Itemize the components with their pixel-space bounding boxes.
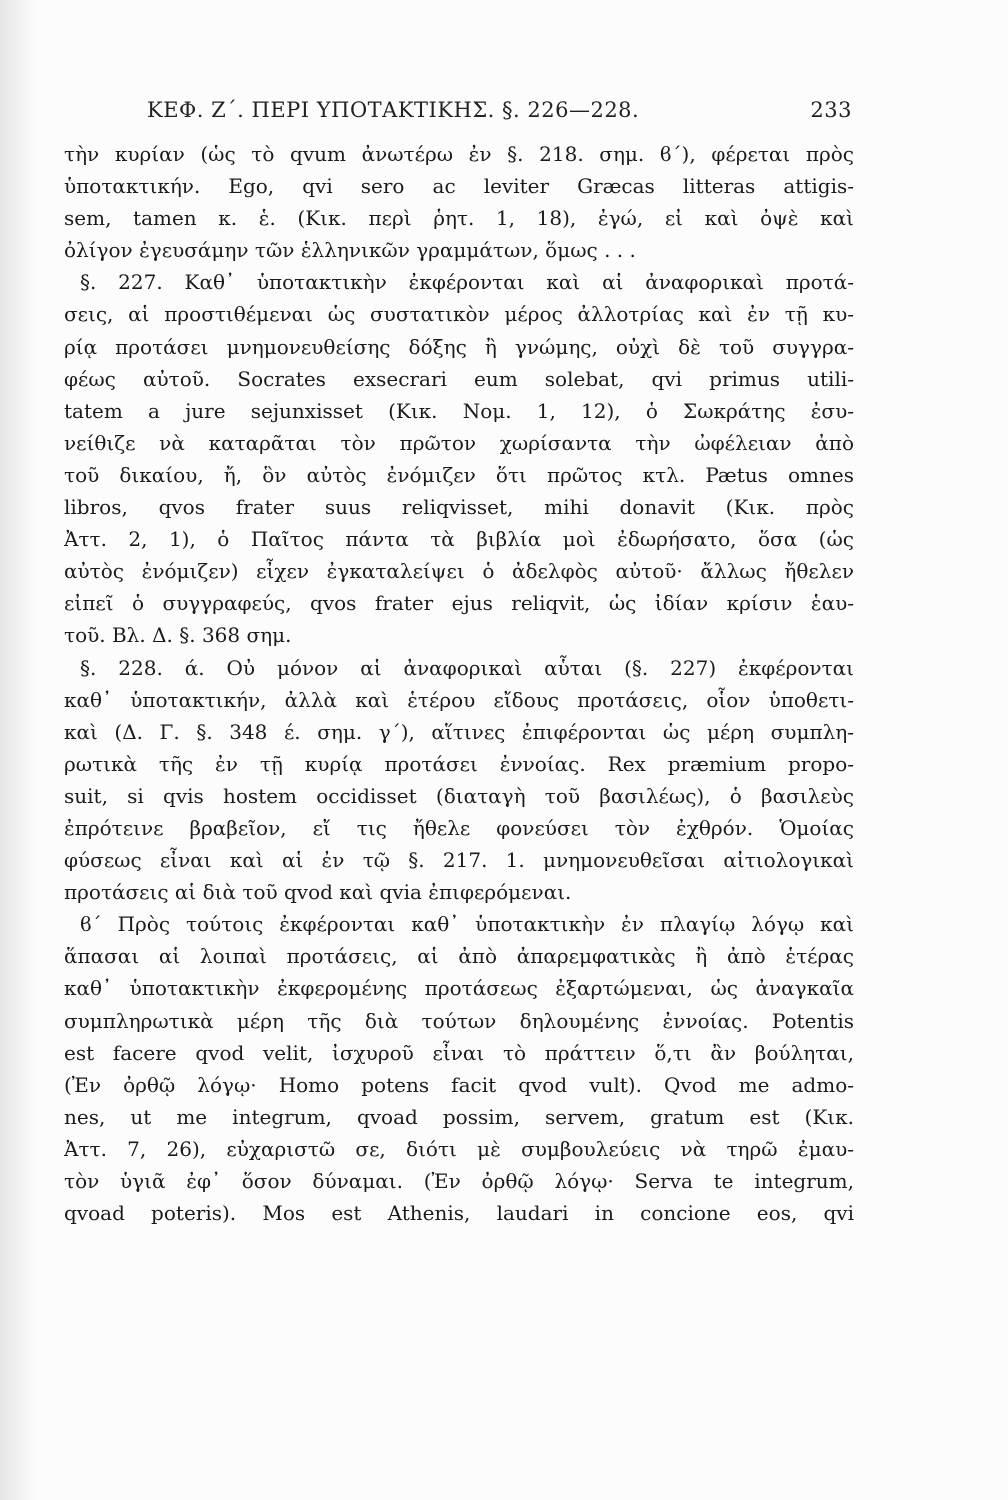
text-line: ὀλίγον ἐγευσάμην τῶν ἑλληνικῶν γραμμάτων, ὅμως . . . [64, 238, 636, 263]
paragraph-start-line: ϐ΄ Πρὸς τούτοις ἐκφέρονται καθ᾽ ὑποτακτικὴν ἐν πλαγίῳ λόγῳ καὶ [80, 912, 854, 937]
text-line: suit, si qvis hostem occidisset (διαταγὴ τοῦ βασιλέως), ὁ βασιλεὺς [64, 783, 854, 808]
text-line: qvoad poteris). Mos est Athenis, laudari in concione eos, qvi [64, 1201, 854, 1226]
text-line: τὸν ὑγιᾶ ἐφ᾽ ὅσον δύναμαι. (Ἐν ὀρθῷ λόγῳ· Serva te integrum, [64, 1169, 854, 1193]
text-line: τὴν κυρίαν (ὡς τὸ qvum ἀνωτέρω ἐν §. 218. σημ. ϐ΄), φέρεται πρὸς [64, 142, 854, 166]
text-line: συμπληρωτικὰ μέρη τῆς διὰ τούτων δηλουμένης ἐννοίας. Potentis [64, 1008, 854, 1033]
text-line: φέως αὐτοῦ. Socrates exsecrari eum solebat, qvi primus utili- [64, 366, 854, 391]
text-line: καὶ (Δ. Γ. §. 348 έ. σημ. γ΄), αἵτινες ἐπιφέρονται ὡς μέρη συμπλη- [64, 719, 854, 744]
page-header [147, 98, 852, 132]
text-line: tatem a jure sejunxisset (Κικ. Νομ. 1, 12), ὁ Σωκράτης ἐσυ- [64, 398, 854, 423]
text-line: ἅπασαι αἱ λοιπαὶ προτάσεις, αἱ ἀπὸ ἀπαρεμφατικὰς ἢ ἀπὸ ἑτέρας [64, 944, 854, 969]
section-heading-line: §. 227. Καθ᾽ ὑποτακτικὴν ἐκφέρονται καὶ αἱ ἀναφορικαὶ προτά- [80, 270, 854, 295]
text-line: Ἀττ. 7, 26), εὐχαριστῶ σε, διότι μὲ συμβουλεύεις νὰ τηρῶ ἐμαυ- [64, 1136, 854, 1161]
text-line: (Ἐν ὀρθῷ λόγῳ· Homo potens facit qvod vult). Qvod me admo- [64, 1072, 854, 1097]
running-head: ΚΕΦ. Ζ΄. ΠΕΡΙ ΥΠΟΤΑΚΤΙΚΗΣ. §. 226—228. [147, 98, 640, 122]
text-line: καθ᾽ ὑποτακτικὴν ἐκφερομένης προτάσεως ἐξαρτώμεναι, ὡς ἀναγκαῖα [64, 976, 854, 1001]
text-line: καθ᾽ ὑποτακτικήν, ἀλλὰ καὶ ἑτέρου εἴδους προτάσεις, οἷον ὑποθετι- [64, 687, 854, 712]
text-line: τοῦ. Βλ. Δ. §. 368 σημ. [64, 623, 292, 648]
body-text [64, 138, 854, 1229]
text-line: τοῦ δικαίου, ἤ, ὃν αὐτὸς ἐνόμιζεν ὅτι πρῶτος κτλ. Pætus omnes [64, 462, 854, 487]
text-line: αὐτὸς ἐνόμιζεν) εἶχεν ἐγκαταλείψει ὁ ἀδελφὸς αὐτοῦ· ἄλλως ἤθελεν [64, 559, 854, 584]
text-line: sem, tamen κ. ἑ. (Κικ. περὶ ῥητ. 1, 18), ἐγώ, εἰ καὶ ὀψὲ καὶ [64, 206, 854, 231]
text-line: Ἀττ. 2, 1), ὁ Παῖτος πάντα τὰ βιβλία μοὶ ἐδωρήσατο, ὅσα (ὡς [64, 527, 854, 552]
section-heading-line: §. 228. ά. Οὐ μόνον αἱ ἀναφορικαὶ αὗται (§. 227) ἐκφέρονται [80, 655, 854, 680]
text-line: ὑποτακτικήν. Ego, qvi sero ac leviter Græcas litteras attigis- [64, 174, 854, 199]
text-line: προτάσεις αἱ διὰ τοῦ qvod καὶ qvia ἐπιφερόμεναι. [64, 880, 572, 905]
text-line: ἐπρότεινε βραβεῖον, εἴ τις ἤθελε φονεύσει τὸν ἐχθρόν. Ὁμοίας [64, 815, 854, 840]
text-line: σεις, αἱ προστιθέμεναι ὡς συστατικὸν μέρος ἀλλοτρίας καὶ ἐν τῇ κυ- [64, 302, 854, 327]
text-line: nes, ut me integrum, qvoad possim, servem, gratum est (Κικ. [64, 1104, 854, 1129]
text-line: ρωτικὰ τῆς ἐν τῇ κυρίᾳ προτάσει ἐννοίας. Rex præmium propo- [64, 751, 854, 776]
text-line: libros, qvos frater suus reliqvisset, mihi donavit (Κικ. πρὸς [64, 495, 854, 520]
text-line: ρίᾳ προτάσει μνημονευθείσης δόξης ἢ γνώμης, οὐχὶ δὲ τοῦ συγγρα- [64, 334, 854, 359]
text-line: νείθιζε νὰ καταρᾶται τὸν πρῶτον χωρίσαντα τὴν ὠφέλειαν ἀπὸ [64, 430, 854, 455]
page-binding-shadow [0, 0, 38, 1500]
text-line: φύσεως εἶναι καὶ αἱ ἐν τῷ §. 217. 1. μνημονευθεῖσαι αἰτιολογικαὶ [64, 848, 854, 873]
text-line: est facere qvod velit, ἰσχυροῦ εἶναι τὸ πράττειν ὅ,τι ἂν βούληται, [64, 1040, 854, 1065]
text-line: εἰπεῖ ὁ συγγραφεύς, qvos frater ejus reliqvit, ὡς ἰδίαν κρίσιν ἑαυ- [64, 591, 854, 616]
page-number: 233 [810, 98, 852, 122]
